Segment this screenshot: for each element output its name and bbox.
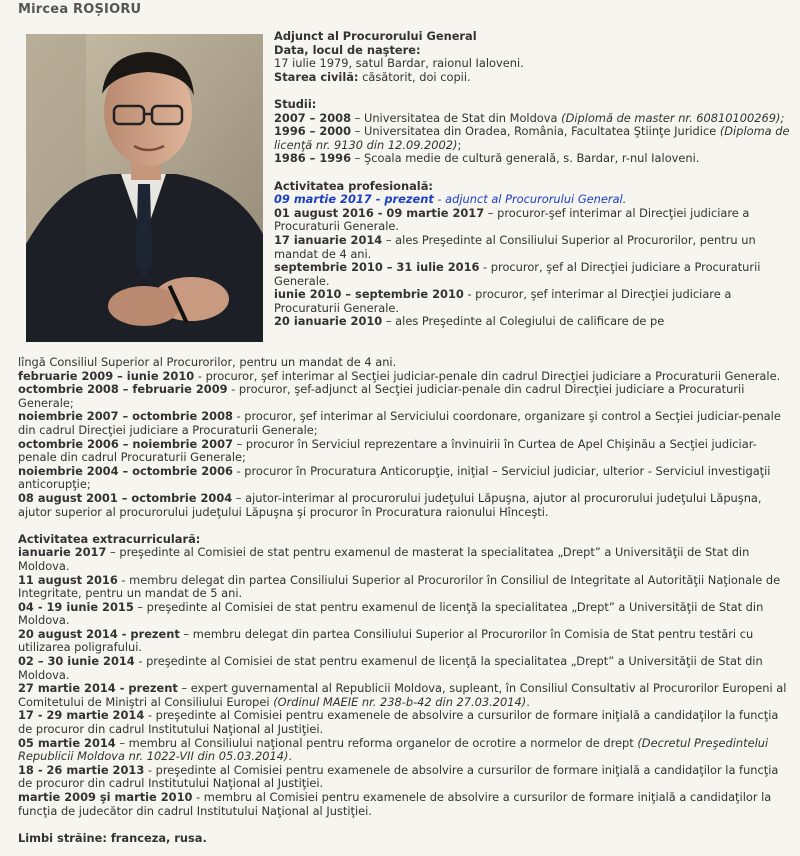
career-entry: octombrie 2008 – februarie 2009 - procuror, şef-adjunct al Secţiei judiciar-penale din cadrul Direcţiei judiciare a Procuraturii Generale; [18, 382, 745, 410]
career-entry: 01 august 2016 - 09 martie 2017 – procuror-şef interimar al Direcţiei judiciare a Procuraturii Generale. [274, 205, 750, 234]
civil-status: Starea civilă: căsătorit, doi copii. [274, 69, 471, 84]
extra-entry: 05 martie 2014 – membru al Consiliului naţional pentru reforma organelor de ocrotire a normelor de drept (Decretul Preşedintelui Republicii Moldova nr. 1022-VII din 05.03.2014). [18, 735, 769, 764]
extra-entry: 04 - 19 iunie 2015 – preşedinte al Comisiei de stat pentru examenul de licenţă la specialitatea „Drept” a Universităţii de Stat din Moldova. [18, 599, 764, 628]
birth-value: 17 iulie 1979, satul Bardar, raionul Ialoveni. [274, 56, 524, 71]
person-name: Mircea ROȘIORU [18, 2, 142, 17]
career-entry: iunie 2010 – septembrie 2010 - procuror, şef interimar al Direcţiei judiciare a Procuraturii Generale. [274, 287, 732, 315]
career-entry: septembrie 2010 – 31 iulie 2016 - procuror, şef al Direcţiei judiciare a Procuraturii Generale. [274, 260, 761, 288]
extra-entry: 11 august 2016 - membru delegat din partea Consiliului Superior al Procurorilor în Consiliul de Integritate al Autorităţii Naţionale de Integritate, pentru un mandat de 5 ani. [18, 572, 781, 601]
extracurricular-title: Activitatea extracurriculară: [18, 531, 201, 546]
extra-entry: ianuarie 2017 – preşedinte al Comisiei de stat pentru examenul de masterat la specialitatea „Drept” a Universităţii de Stat din Moldova. [18, 545, 750, 573]
career-entry: octombrie 2006 – noiembrie 2007 – procuror în Serviciul reprezentare a învinuirii în Curtea de Apel Chişinău a Secţiei judiciar-penale din cadrul Procuraturii Generale; [18, 436, 757, 465]
main-text-block [18, 356, 788, 845]
career-entry: noiembrie 2004 – octombrie 2006 - procuror în Procuratura Anticorupţie, iniţial – Serviciul judiciar, ulterior - Serviciul investigaţii anticorupţie; [18, 463, 771, 492]
languages: Limbi străine: franceza, rusa. [18, 830, 207, 845]
study-entry: 1986 – 1996 – Şcoala medie de cultură generală, s. Bardar, r-nul Ialoveni. [274, 151, 700, 166]
career-entry: noiembrie 2007 – octombrie 2008 - procuror, şef interimar al Serviciului coordonare, organizare şi control a Secţiei judiciar-penale din cadrul Direcţiei judiciare a Procuraturii Generale; [18, 409, 781, 437]
study-entry: 1996 – 2000 – Universitatea din Oradea, România, Facultatea Ştiinţe Juridice (Diploma de licenţă nr. 9130 din 12.09.2002); [274, 124, 790, 152]
study-entry: 2007 – 2008 – Universitatea de Stat din Moldova (Diplomă de master nr. 60810100269); [274, 110, 785, 125]
extra-entry: 17 - 29 martie 2014 - preşedinte al Comisiei pentru examenele de absolvire a cursurilor de formare iniţială a candidaţilor la funcţia de procuror din cadrul Institutului Naţional al Justiţiei. [18, 708, 779, 737]
extra-entry: 20 august 2014 - prezent – membru delegat din partea Consiliului Superior al Procurorilor în Comisia de Stat pentru testări cu utilizarea poligrafului. [18, 626, 754, 655]
extra-entry: martie 2009 şi martie 2010 - membru al Comisiei pentru examenele de absolvire a cursurilor de formare iniţială a candidaţilor la funcţia de judecător din cadrul Institutului Naţional al Justiţiei. [18, 790, 772, 818]
extra-entry: 27 martie 2014 - prezent – expert guvernamental al Republicii Moldova, supleant, în Consiliul Consultativ al Procurorilor Europeni al Comitetului de Miniştri al Consiliului Europei (Ordinul MAEIE nr. 238-b-42 din 27.03.2014). [18, 681, 787, 709]
portrait-image [26, 34, 263, 342]
career-entry: 20 ianuarie 2010 – ales Preşedinte al Colegiului de calificare de pe [274, 314, 665, 329]
studies-title: Studii: [274, 96, 317, 111]
intro-block [274, 30, 794, 329]
current-position: 09 martie 2017 - prezent - adjunct al Procurorului General. [274, 192, 627, 207]
extra-entry: 18 - 26 martie 2013 - preşedinte al Comisiei pentru examenele de absolvire a cursurilor de formare iniţială a candidaţilor la funcţia de procuror din cadrul Institutului Naţional al Justiţiei. [18, 762, 779, 791]
extra-entry: 02 – 30 iunie 2014 - preşedinte al Comisiei de stat pentru examenul de licenţă la specialitatea „Drept” a Universităţii de Stat din Moldova. [18, 654, 763, 682]
position-title: Adjunct al Procurorului General [274, 29, 477, 43]
career-entry-continued: lîngă Consiliul Superior al Procurorilor, pentru un mandat de 4 ani. [18, 355, 397, 369]
career-entry: 17 ianuarie 2014 – ales Preşedinte al Consiliului Superior al Procurorilor, pentru un mandat de 4 ani. [274, 232, 756, 261]
career-entry: februarie 2009 – iunie 2010 - procuror, şef interimar al Secţiei judiciar-penale din cadrul Direcţiei judiciare a Procuraturii Generale. [18, 368, 781, 383]
birth-label: Data, locul de naştere: [274, 42, 421, 57]
professional-title: Activitatea profesională: [274, 178, 433, 193]
career-entry: 08 august 2001 – octombrie 2004 – ajutor-interimar al procurorului judeţului Lăpuşna, ajutor al procurorului judeţului Lăpuşna, ajutor superior al procurorului judeţului Lăpuşna şi procuror în Procuratura raionului Hînceşti. [18, 490, 762, 519]
portrait-photo [26, 34, 263, 342]
